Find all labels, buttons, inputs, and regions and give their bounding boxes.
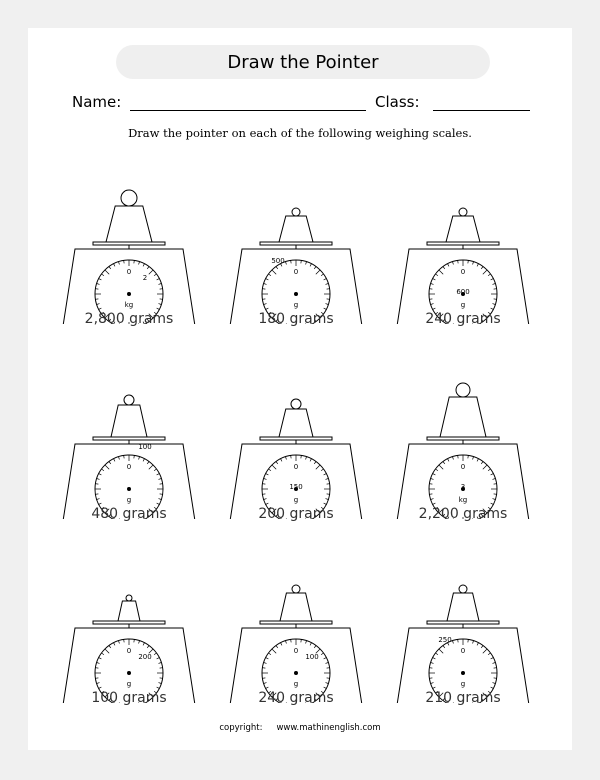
- scale-drawing: [393, 154, 533, 324]
- name-field[interactable]: [130, 110, 366, 111]
- name-class-row: [28, 93, 572, 117]
- dial-zero-label: 0: [293, 268, 299, 276]
- dial-mark-label: 2: [142, 274, 148, 282]
- scale-5[interactable]: [226, 349, 366, 522]
- scale-3[interactable]: [393, 154, 533, 327]
- scale-answer: 2,800 grams: [84, 311, 174, 327]
- name-label: Name:: [72, 93, 122, 111]
- scale-drawing: [226, 533, 366, 703]
- scale-7[interactable]: [59, 533, 199, 706]
- page-title: [116, 45, 490, 79]
- dial-unit-label: g: [460, 680, 466, 688]
- dial-unit-label: g: [126, 496, 132, 504]
- dial-zero-label: 0: [126, 268, 132, 276]
- dial-mark-label: 3: [460, 483, 466, 491]
- dial-unit-label: g: [460, 301, 466, 309]
- scale-1[interactable]: [59, 154, 199, 327]
- scale-answer: 2,200 grams: [418, 506, 508, 522]
- scale-drawing: [393, 533, 533, 703]
- title-text: Draw the Pointer: [227, 51, 379, 73]
- dial-zero-label: 0: [293, 647, 299, 655]
- class-field[interactable]: [433, 110, 530, 111]
- dial-unit-label: g: [126, 680, 132, 688]
- scale-drawing: [59, 533, 199, 703]
- dial-zero-label: 0: [126, 463, 132, 471]
- instruction-text: Draw the pointer on each of the following weighing scales.: [128, 126, 472, 140]
- scale-4[interactable]: [59, 349, 199, 522]
- dial-zero-label: 0: [460, 268, 466, 276]
- dial-unit-label: g: [293, 496, 299, 504]
- scale-8[interactable]: [226, 533, 366, 706]
- class-label: Class:: [375, 93, 420, 111]
- dial-zero-label: 0: [460, 463, 466, 471]
- dial-mark-label: 150: [289, 483, 303, 491]
- scale-answer: 240 grams: [425, 311, 501, 327]
- scale-drawing: [59, 154, 199, 324]
- scale-6[interactable]: [393, 349, 533, 522]
- copyright-label: copyright:: [219, 723, 263, 733]
- scale-answer: 210 grams: [425, 690, 501, 706]
- copyright-link[interactable]: www.mathinenglish.com: [276, 723, 381, 733]
- dial-mark-label: 200: [138, 653, 152, 661]
- dial-zero-label: 0: [293, 463, 299, 471]
- dial-zero-label: 0: [126, 647, 132, 655]
- scale-drawing: [226, 349, 366, 519]
- scale-answer: 100 grams: [91, 690, 167, 706]
- dial-mark-label: 100: [138, 443, 152, 451]
- worksheet: [28, 28, 572, 750]
- dial-mark-label: 250: [438, 636, 452, 644]
- dial-unit-label: g: [293, 680, 299, 688]
- copyright-footer: [28, 723, 572, 733]
- scale-answer: 200 grams: [258, 506, 334, 522]
- dial-mark-label: 100: [305, 653, 319, 661]
- scale-answer: 180 grams: [258, 311, 334, 327]
- dial-mark-label: 500: [271, 257, 285, 265]
- dial-mark-label: 600: [456, 288, 470, 296]
- scale-answer: 240 grams: [258, 690, 334, 706]
- scale-9[interactable]: [393, 533, 533, 706]
- scale-2[interactable]: [226, 154, 366, 327]
- dial-unit-label: kg: [124, 301, 134, 309]
- dial-zero-label: 0: [460, 647, 466, 655]
- scale-answer: 480 grams: [91, 506, 167, 522]
- dial-unit-label: g: [293, 301, 299, 309]
- scale-drawing: [226, 154, 366, 324]
- scale-drawing: [59, 349, 199, 519]
- scale-drawing: [393, 349, 533, 519]
- dial-unit-label: kg: [458, 496, 468, 504]
